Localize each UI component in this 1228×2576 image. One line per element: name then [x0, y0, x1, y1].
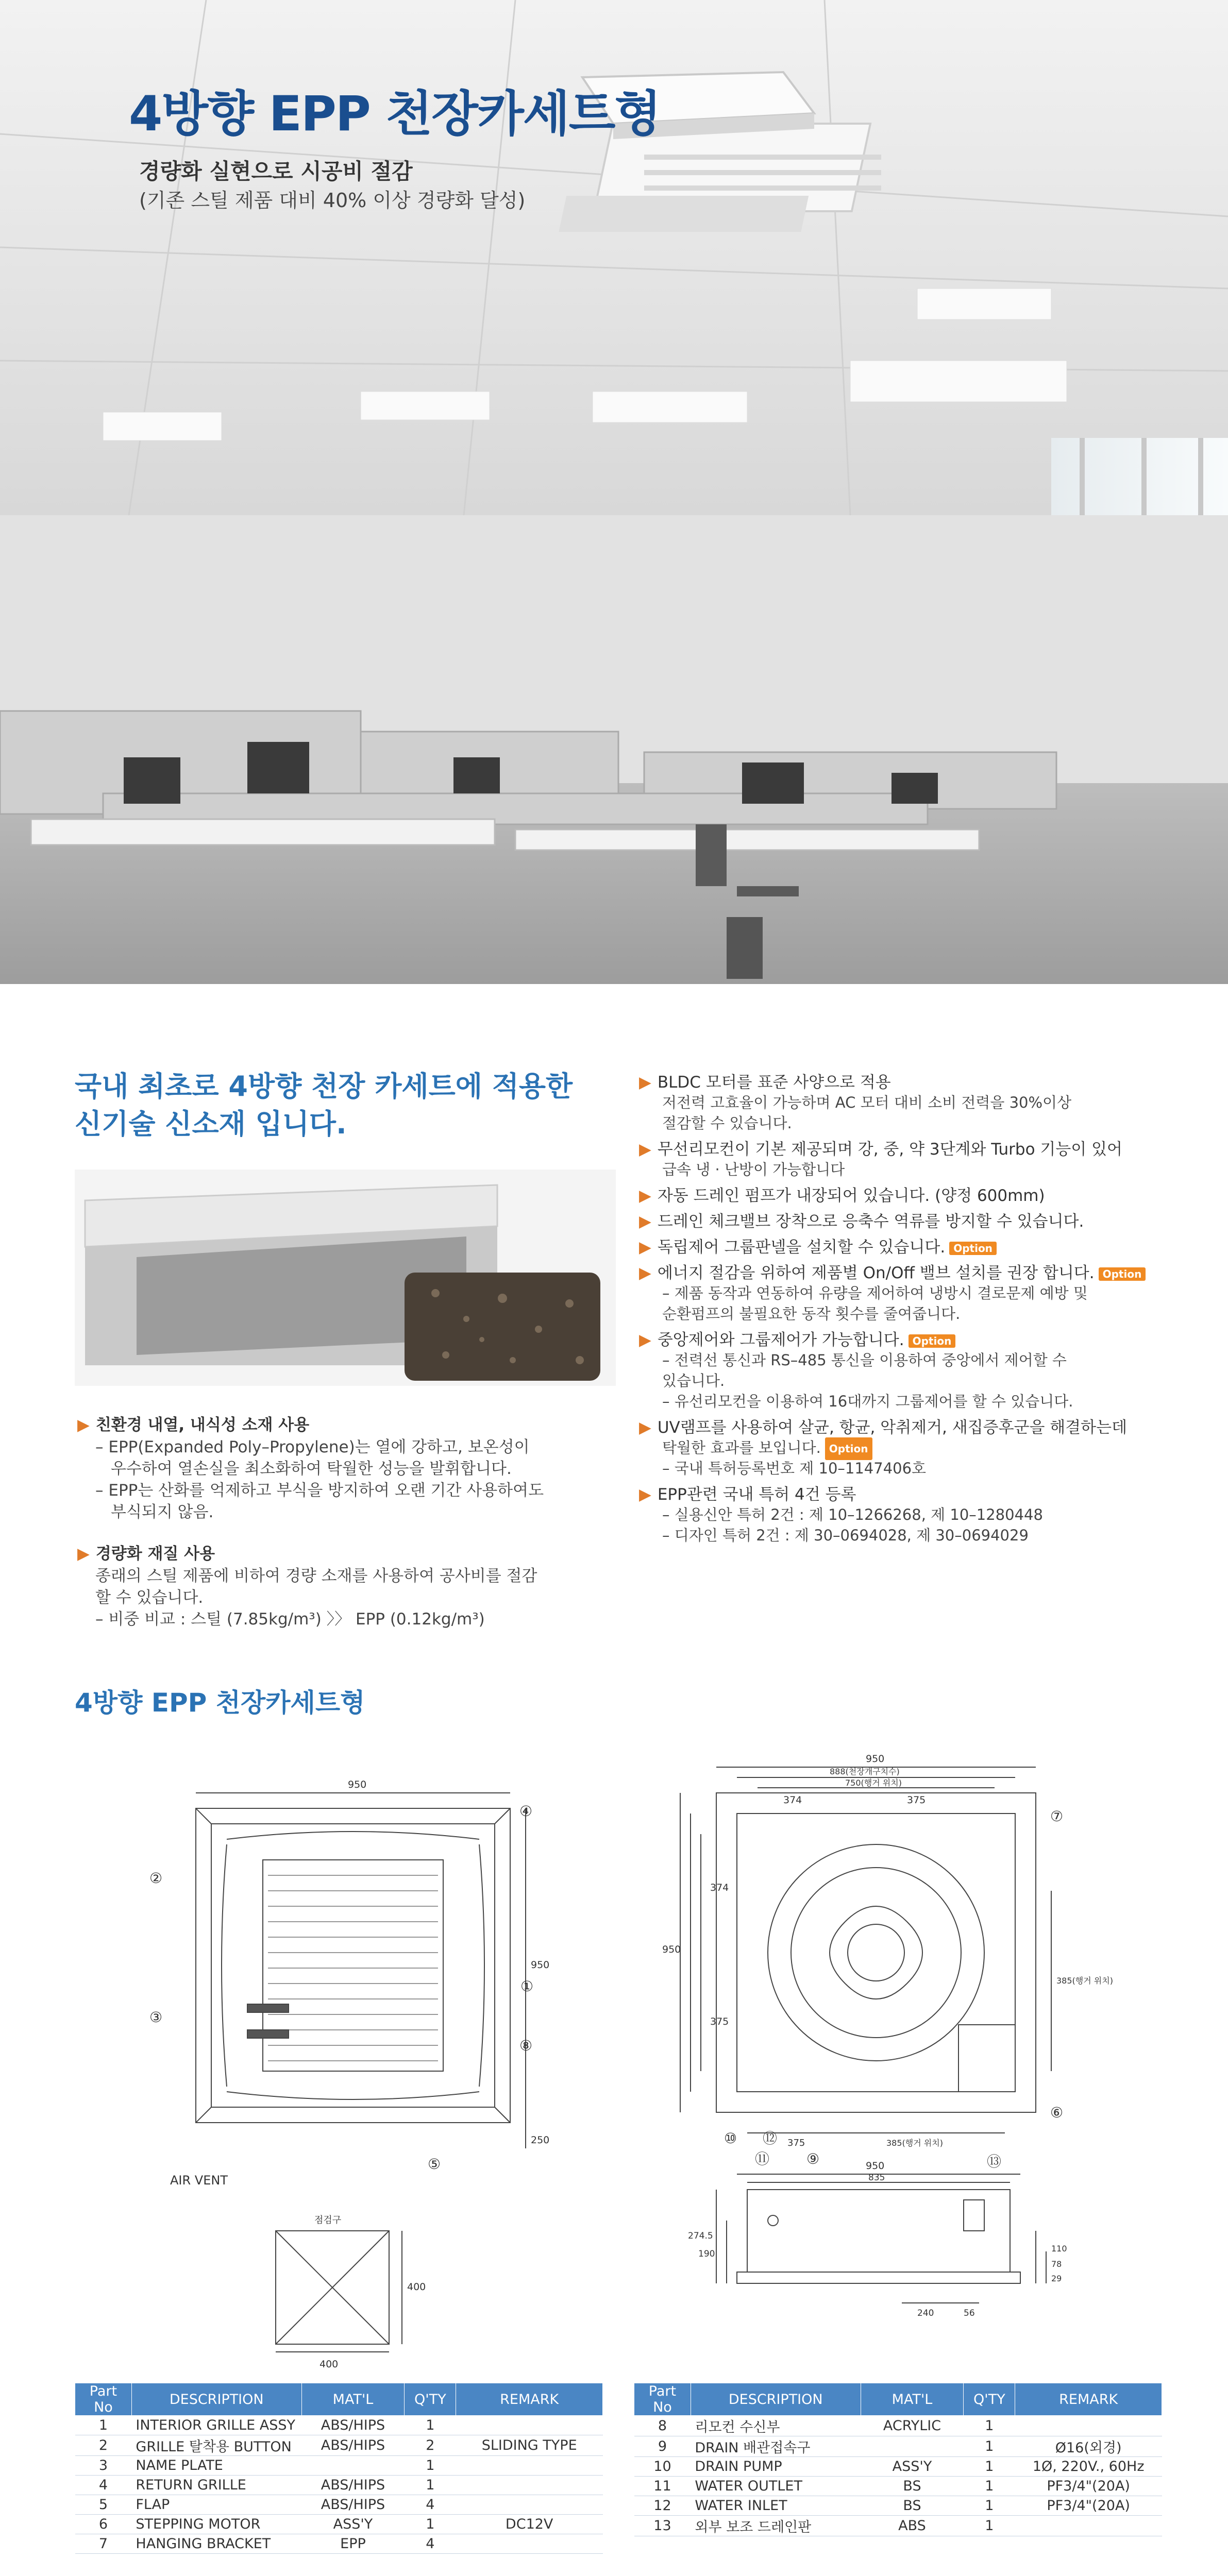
parts-row: [75, 2416, 603, 2435]
callout-4: ④: [519, 1803, 533, 1820]
feature-head-text: 에너지 절감을 위하여 제품별 On/Off 밸브 설치를 권장 합니다.: [657, 1264, 1095, 1282]
dim-plan-888: 888(천장개구치수): [830, 1767, 900, 1776]
feature-line-text: 순환펌프의 불필요한 동작 횟수를 줄여줍니다.: [662, 1305, 961, 1323]
dim-side-274: 274.5: [688, 2231, 713, 2241]
parts-row: [75, 2476, 603, 2495]
parts-cell: FLAP: [131, 2495, 301, 2515]
feature-head-text: BLDC 모터를 표준 사양으로 적용: [657, 1073, 891, 1092]
feature-line: [662, 1303, 960, 1325]
bullet-triangle-icon: ▶: [639, 1485, 651, 1504]
parts-row: [75, 2515, 603, 2534]
feature-head: [639, 1414, 1127, 1437]
feature-line: [662, 1112, 792, 1134]
bullet-triangle-icon: ▶: [639, 1187, 651, 1205]
dim-side-835: 835: [868, 2173, 885, 2183]
parts-cell: DRAIN PUMP: [691, 2457, 861, 2477]
feature-head-text: 독립제어 그룹판넬을 설치할 수 있습니다.: [657, 1238, 946, 1257]
option-badge: Option: [909, 1334, 956, 1348]
feature-head-text: 드레인 체크밸브 장착으로 응축수 역류를 방지할 수 있습니다.: [657, 1212, 1084, 1231]
feature-line: 부식되지 않음.: [111, 1503, 214, 1521]
product-photo: [75, 1170, 616, 1386]
feature-line: [662, 1370, 725, 1392]
parts-cell: 4: [75, 2476, 132, 2495]
feature-line: [662, 1458, 926, 1479]
feature-head: [639, 1208, 1084, 1231]
feature-line: 할 수 있습니다.: [95, 1588, 204, 1607]
feature-line-text: – 유선리모컨을 이용하여 16대까지 그룹제어를 할 수 있습니다.: [662, 1393, 1073, 1410]
parts-row: [634, 2436, 1162, 2457]
parts-cell: EPP: [301, 2534, 405, 2554]
parts-cell: 1: [964, 2436, 1015, 2457]
parts-cell: 1: [405, 2456, 456, 2476]
parts-cell: [861, 2436, 964, 2457]
feature-line-text: – 디자인 특허 2건 : 제 30–0694028, 제 30–0694029: [662, 1527, 1029, 1544]
option-badge: Option: [825, 1437, 872, 1460]
parts-row: [634, 2516, 1162, 2536]
dim-plan-right385: 385(행거 위치): [1056, 1976, 1113, 1986]
parts-header-cell: DESCRIPTION: [691, 2383, 861, 2416]
air-vent-label: AIR VENT: [170, 2173, 228, 2188]
parts-cell: 4: [405, 2534, 456, 2554]
feature-line: [662, 1437, 872, 1460]
feature-head: [639, 1260, 1146, 1283]
parts-cell: 1: [964, 2477, 1015, 2496]
parts-cell: ABS/HIPS: [301, 2435, 405, 2456]
parts-row: [75, 2456, 603, 2476]
parts-cell: NAME PLATE: [131, 2456, 301, 2476]
parts-cell: 12: [634, 2496, 691, 2516]
bullet-triangle-icon: ▶: [639, 1212, 651, 1231]
parts-cell: BS: [861, 2477, 964, 2496]
parts-cell: 1: [75, 2416, 132, 2435]
parts-cell: 1: [405, 2515, 456, 2534]
dim-box-400a: 400: [319, 2359, 339, 2370]
dim-side-110: 110: [1051, 2244, 1067, 2253]
parts-cell: GRILLE 탈착용 BUTTON: [131, 2435, 301, 2456]
bullet-triangle-icon: ▶: [639, 1140, 651, 1159]
feature-line-text: 절감할 수 있습니다.: [662, 1114, 792, 1132]
parts-cell: SLIDING TYPE: [456, 2435, 603, 2456]
parts-cell: [1015, 2416, 1162, 2436]
feature-line: [662, 1391, 1073, 1412]
parts-cell: ACRYLIC: [861, 2416, 964, 2436]
parts-cell: RETURN GRILLE: [131, 2476, 301, 2495]
bullet-triangle-icon: ▶: [639, 1418, 651, 1437]
parts-cell: 4: [405, 2495, 456, 2515]
dim-plan-750: 750(행거 위치): [845, 1778, 902, 1788]
feature-line: [662, 1349, 1067, 1371]
option-badge: Option: [949, 1242, 997, 1255]
feature-line: – EPP(Expanded Poly–Propylene)는 열에 강하고, 보온성이: [95, 1438, 530, 1456]
feature-head-text: 경량화 재질 사용: [95, 1545, 215, 1563]
dim-plan-385: 385(행거 위치): [886, 2138, 943, 2148]
callout-13: ⑬: [987, 2153, 1002, 2170]
feature-head-text: 친환경 내열, 내식성 소재 사용: [95, 1416, 310, 1434]
feature-head: [639, 1182, 1045, 1206]
bullet-triangle-icon: ▶: [639, 1264, 651, 1282]
parts-cell: ABS/HIPS: [301, 2416, 405, 2435]
callout-6: ⑥: [1050, 2104, 1064, 2121]
feature-head: [639, 1327, 955, 1350]
parts-cell: 2: [405, 2435, 456, 2456]
parts-cell: 1: [964, 2496, 1015, 2516]
parts-cell: ABS: [861, 2516, 964, 2536]
parts-cell: 1: [964, 2416, 1015, 2436]
parts-row: [75, 2495, 603, 2515]
dim-front-250: 250: [531, 2134, 550, 2146]
parts-table-right: [634, 2383, 1162, 2536]
parts-cell: 리모컨 수신부: [691, 2416, 861, 2436]
hero-section: [0, 0, 1228, 984]
parts-row: [75, 2534, 603, 2554]
feature-line: – 비중 비교 : 스틸 (7.85kg/m³) 〉〉 EPP (0.12kg/m³): [95, 1610, 485, 1629]
feature-line: – EPP는 산화를 억제하고 부식을 방지하여 오랜 기간 사용하여도: [95, 1481, 544, 1500]
feature-head-text: 자동 드레인 펌프가 내장되어 있습니다. (양정 600mm): [657, 1187, 1045, 1205]
feature-head-text: UV램프를 사용하여 살균, 항균, 악취제거, 새집증후군을 해결하는데: [657, 1418, 1128, 1437]
office-illustration: [0, 0, 1228, 984]
callout-7: ⑦: [1050, 1808, 1064, 1825]
bullet-triangle-icon: ▶: [639, 1331, 651, 1349]
parts-cell: 13: [634, 2516, 691, 2536]
feature-head: [639, 1481, 856, 1504]
parts-cell: DRAIN 배관접속구: [691, 2436, 861, 2457]
parts-cell: 8: [634, 2416, 691, 2436]
parts-row: [634, 2496, 1162, 2516]
dimension-drawing: [72, 1736, 1165, 2370]
bullet-triangle-icon: ▶: [639, 1238, 651, 1257]
parts-row: [634, 2416, 1162, 2436]
parts-cell: 2: [75, 2435, 132, 2456]
feature-line-text: – 전력선 통신과 RS–485 통신을 이용하여 중앙에서 제어할 수: [662, 1351, 1067, 1369]
feature-line: [662, 1504, 1043, 1526]
parts-cell: 11: [634, 2477, 691, 2496]
dim-side-29: 29: [1051, 2274, 1062, 2283]
inspection-label: 점검구: [314, 2215, 342, 2226]
callout-5: ⑤: [428, 2156, 441, 2173]
diagram-title: 4방향 EPP 천장카세트형: [75, 1688, 365, 1718]
bullet-triangle-icon: ▶: [77, 1545, 90, 1563]
parts-header-cell: Part No: [75, 2383, 132, 2416]
parts-cell: 1Ø, 220V., 60Hz: [1015, 2457, 1162, 2477]
feature-line-text: 탁월한 효과를 보입니다.: [662, 1439, 821, 1456]
feature-head: [639, 1136, 1122, 1159]
dim-plan-950: 950: [866, 1753, 885, 1765]
parts-cell: ABS/HIPS: [301, 2495, 405, 2515]
hero-subtitle-note: (기존 스틸 제품 대비 40% 이상 경량화 달성): [139, 189, 526, 212]
feature-head: [639, 1069, 891, 1092]
parts-cell: WATER OUTLET: [691, 2477, 861, 2496]
dim-plan-374v: 374: [710, 1882, 729, 1893]
dim-box-400b: 400: [407, 2281, 426, 2293]
parts-cell: 10: [634, 2457, 691, 2477]
parts-cell: 외부 보조 드레인판: [691, 2516, 861, 2536]
parts-header-cell: Q'TY: [964, 2383, 1015, 2416]
parts-header-cell: DESCRIPTION: [131, 2383, 301, 2416]
parts-table-left: [75, 2383, 603, 2554]
dim-plan-375: 375: [907, 1794, 926, 1806]
parts-header-cell: Q'TY: [405, 2383, 456, 2416]
dim-side-950: 950: [866, 2160, 885, 2172]
parts-cell: 1: [405, 2476, 456, 2495]
feature-head: [639, 1234, 997, 1257]
feature-line: [662, 1282, 1088, 1304]
parts-cell: BS: [861, 2496, 964, 2516]
feature-line-text: – 제품 동작과 연동하여 유량을 제어하여 냉방시 결로문제 예방 및: [662, 1284, 1088, 1302]
parts-cell: 9: [634, 2436, 691, 2457]
parts-cell: [456, 2534, 603, 2554]
dim-front-h950: 950: [531, 1959, 550, 1971]
parts-header-cell: REMARK: [1015, 2383, 1162, 2416]
dim-plan-left950: 950: [662, 1944, 681, 1955]
callout-2: ②: [149, 1870, 163, 1887]
feature-line: [662, 1092, 1071, 1113]
dim-front-950: 950: [348, 1779, 367, 1790]
parts-cell: 3: [75, 2456, 132, 2476]
parts-cell: INTERIOR GRILLE ASSY: [131, 2416, 301, 2435]
parts-cell: [1015, 2516, 1162, 2536]
parts-cell: [456, 2416, 603, 2435]
dim-side-78: 78: [1051, 2259, 1062, 2269]
parts-header-cell: REMARK: [456, 2383, 603, 2416]
parts-cell: 5: [75, 2495, 132, 2515]
dim-plan-374: 374: [783, 1794, 802, 1806]
feature-line: 우수하여 열손실을 최소화하여 탁월한 성능을 발휘합니다.: [111, 1460, 512, 1478]
feature-line-text: 있습니다.: [662, 1372, 725, 1389]
parts-cell: [301, 2456, 405, 2476]
parts-cell: STEPPING MOTOR: [131, 2515, 301, 2534]
parts-cell: DC12V: [456, 2515, 603, 2534]
feature-line: 종래의 스틸 제품에 비하여 경량 소재를 사용하여 공사비를 절감: [95, 1567, 537, 1585]
feature-head-text: 중앙제어와 그룹제어가 가능합니다.: [657, 1331, 904, 1349]
parts-row: [634, 2477, 1162, 2496]
parts-cell: [456, 2476, 603, 2495]
parts-row: [75, 2435, 603, 2456]
parts-cell: [456, 2495, 603, 2515]
dim-side-240: 240: [917, 2308, 934, 2318]
feature-line-text: – 국내 특허등록번호 제 10–1147406호: [662, 1460, 927, 1477]
bullet-triangle-icon: ▶: [77, 1416, 90, 1434]
parts-cell: HANGING BRACKET: [131, 2534, 301, 2554]
callout-9: ⑨: [806, 2150, 820, 2167]
dim-plan-375b: 375: [787, 2138, 805, 2148]
parts-cell: 1: [405, 2416, 456, 2435]
dim-side-56: 56: [964, 2308, 975, 2318]
dim-plan-375v: 375: [710, 2016, 729, 2027]
callout-10: ⑩: [724, 2130, 737, 2147]
feature-line: [662, 1159, 845, 1180]
intro-title-line2: 신기술 신소재 입니다.: [75, 1108, 347, 1140]
parts-row: [634, 2457, 1162, 2477]
parts-cell: 1: [964, 2457, 1015, 2477]
callout-12: ⑫: [763, 2130, 778, 2147]
callout-11: ⑪: [755, 2150, 770, 2167]
parts-header-cell: Part No: [634, 2383, 691, 2416]
parts-cell: 6: [75, 2515, 132, 2534]
option-badge: Option: [1099, 1267, 1146, 1281]
parts-cell: ABS/HIPS: [301, 2476, 405, 2495]
parts-cell: 1: [964, 2516, 1015, 2536]
feature-head-text: 무선리모컨이 기본 제공되며 강, 중, 약 3단계와 Turbo 기능이 있어: [657, 1140, 1122, 1159]
dim-side-190: 190: [698, 2249, 715, 2259]
feature-head: [77, 1540, 215, 1564]
feature-line: [662, 1524, 1029, 1546]
parts-cell: WATER INLET: [691, 2496, 861, 2516]
parts-cell: ASS'Y: [861, 2457, 964, 2477]
bullet-triangle-icon: ▶: [639, 1073, 651, 1092]
parts-cell: 7: [75, 2534, 132, 2554]
feature-head: [77, 1412, 309, 1435]
parts-header-cell: MAT'L: [301, 2383, 405, 2416]
feature-line-text: – 실용신안 특허 2건 : 제 10–1266268, 제 10–1280448: [662, 1506, 1043, 1523]
parts-cell: ASS'Y: [301, 2515, 405, 2534]
feature-line-text: 저전력 고효율이 가능하며 AC 모터 대비 소비 전력을 30%이상: [662, 1094, 1072, 1111]
callout-3: ③: [149, 2009, 163, 2026]
hero-subtitle: 경량화 실현으로 시공비 절감: [139, 159, 413, 184]
feature-line-text: 급속 냉 · 난방이 가능합니다: [662, 1161, 845, 1178]
parts-cell: Ø16(외경): [1015, 2436, 1162, 2457]
parts-header-cell: MAT'L: [861, 2383, 964, 2416]
callout-1: ①: [520, 1978, 534, 1995]
parts-cell: PF3/4"(20A): [1015, 2496, 1162, 2516]
hero-title: 4방향 EPP 천장카세트형: [129, 86, 661, 142]
parts-cell: [456, 2456, 603, 2476]
parts-cell: PF3/4"(20A): [1015, 2477, 1162, 2496]
feature-head-text: EPP관련 국내 특허 4건 등록: [657, 1485, 856, 1504]
intro-title-line1: 국내 최초로 4방향 천장 카세트에 적용한: [75, 1070, 573, 1103]
callout-8: ⑧: [519, 2037, 533, 2054]
